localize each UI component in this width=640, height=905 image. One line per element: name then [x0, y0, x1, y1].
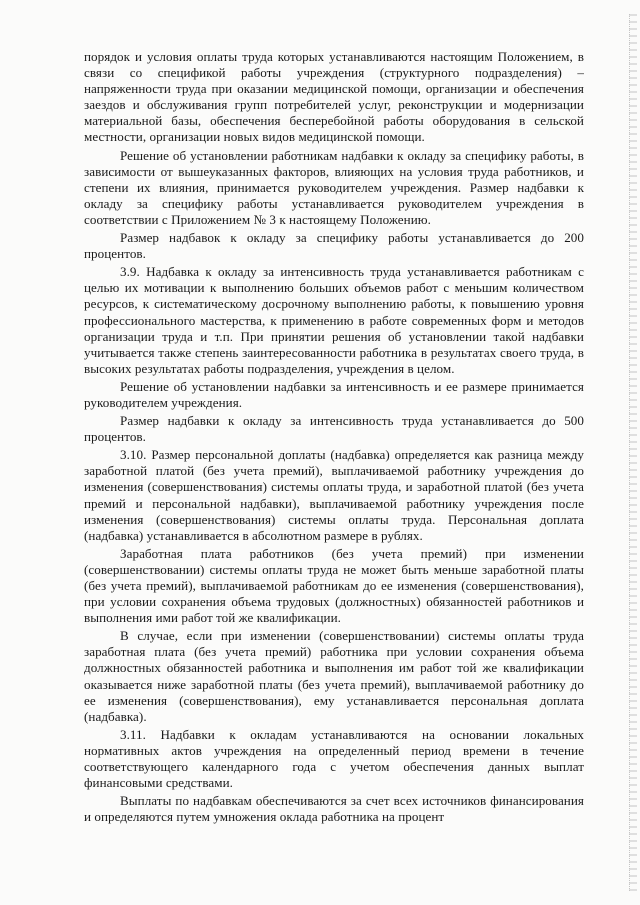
document-body	[84, 49, 584, 827]
binding-edge	[629, 14, 637, 891]
paragraph-3-10: 3.10. Размер персональной доплаты (надбавка) определяется как разница между заработной платой (без учета премий), выплачиваемой работнику учреждения до изменения (совершенствования) системы оплаты труда, и заработной платой (без учета премий и персональной надбавки), выплачиваемой работнику учреждения после изменения (совершенствования) системы оплаты труда. Персональная доплата (надбавка) устанавливается в абсолютном размере в рублях.	[84, 447, 584, 543]
paragraph-3-9: 3.9. Надбавка к окладу за интенсивность труда устанавливается работникам с целью их мотивации к выполнению больших объемов работ с меньшим количеством ресурсов, к систематическому досрочному выполнению работы, к повышению уровня профессионального мастерства, к применению в работе современных форм и методов организации труда и т.п. При принятии решения об установлении такой надбавки учитывается также степень заинтересованности работника в результатах своего труда, в высоких результатах работы подразделения, учреждения в целом.	[84, 264, 584, 376]
paragraph-continuation: порядок и условия оплаты труда которых устанавливаются настоящим Положением, в связи со спецификой работы учреждения (структурного подразделения) – напряженности труда при оказании медицинской помощи, организации и обеспечения заездов и обслуживания групп потребителей услуг, реконструкции и модернизации материальной базы, обеспечения бесперебойной работы оборудования в сельской местности, организации новых видов медицинской помощи.	[84, 49, 584, 145]
paragraph-personal-bonus: В случае, если при изменении (совершенствовании) системы оплаты труда заработная плата (без учета премий) работника при условии сохранения объема должностных обязанностей работника и выполнения им работ той же квалификации оказывается ниже заработной платы (без учета премий), выплачиваемой работнику до ее изменения (совершенствования), ему устанавливается персональная доплата (надбавка).	[84, 628, 584, 724]
paragraph-funding: Выплаты по надбавкам обеспечиваются за счет всех источников финансирования и определяются путем умножения оклада работника на процент	[84, 793, 584, 825]
paragraph-specifics-amount: Размер надбавок к окладу за специфику работы устанавливается до 200 процентов.	[84, 230, 584, 262]
paragraph-intensity-amount: Размер надбавки к окладу за интенсивность труда устанавливается до 500 процентов.	[84, 413, 584, 445]
paragraph-3-11: 3.11. Надбавки к окладам устанавливаются на основании локальных нормативных актов учреждения на определенный период времени в течение соответствующего календарного года с учетом обеспечения данных выплат финансовыми средствами.	[84, 726, 584, 791]
paragraph-salary-guarantee: Заработная плата работников (без учета премий) при изменении (совершенствовании) системы оплаты труда не может быть меньше заработной платы (без учета премий), выплачиваемой работникам до ее изменения (совершенствования), при условии сохранения объема трудовых (должностных) обязанностей работников и выполнения ими работ той же квалификации.	[84, 545, 584, 626]
paragraph-intensity-decision: Решение об установлении надбавки за интенсивность и ее размере принимается руководителем учреждения.	[84, 378, 584, 410]
paragraph-specifics-decision: Решение об установлении работникам надбавки к окладу за специфику работы, в зависимости от вышеуказанных факторов, влияющих на условия труда работников, и степени их влияния, принимается руководителем учреждения. Размер надбавки к окладу за специфику работы устанавливается руководителем учреждения в соответствии с Приложением № 3 к настоящему Положению.	[84, 147, 584, 227]
